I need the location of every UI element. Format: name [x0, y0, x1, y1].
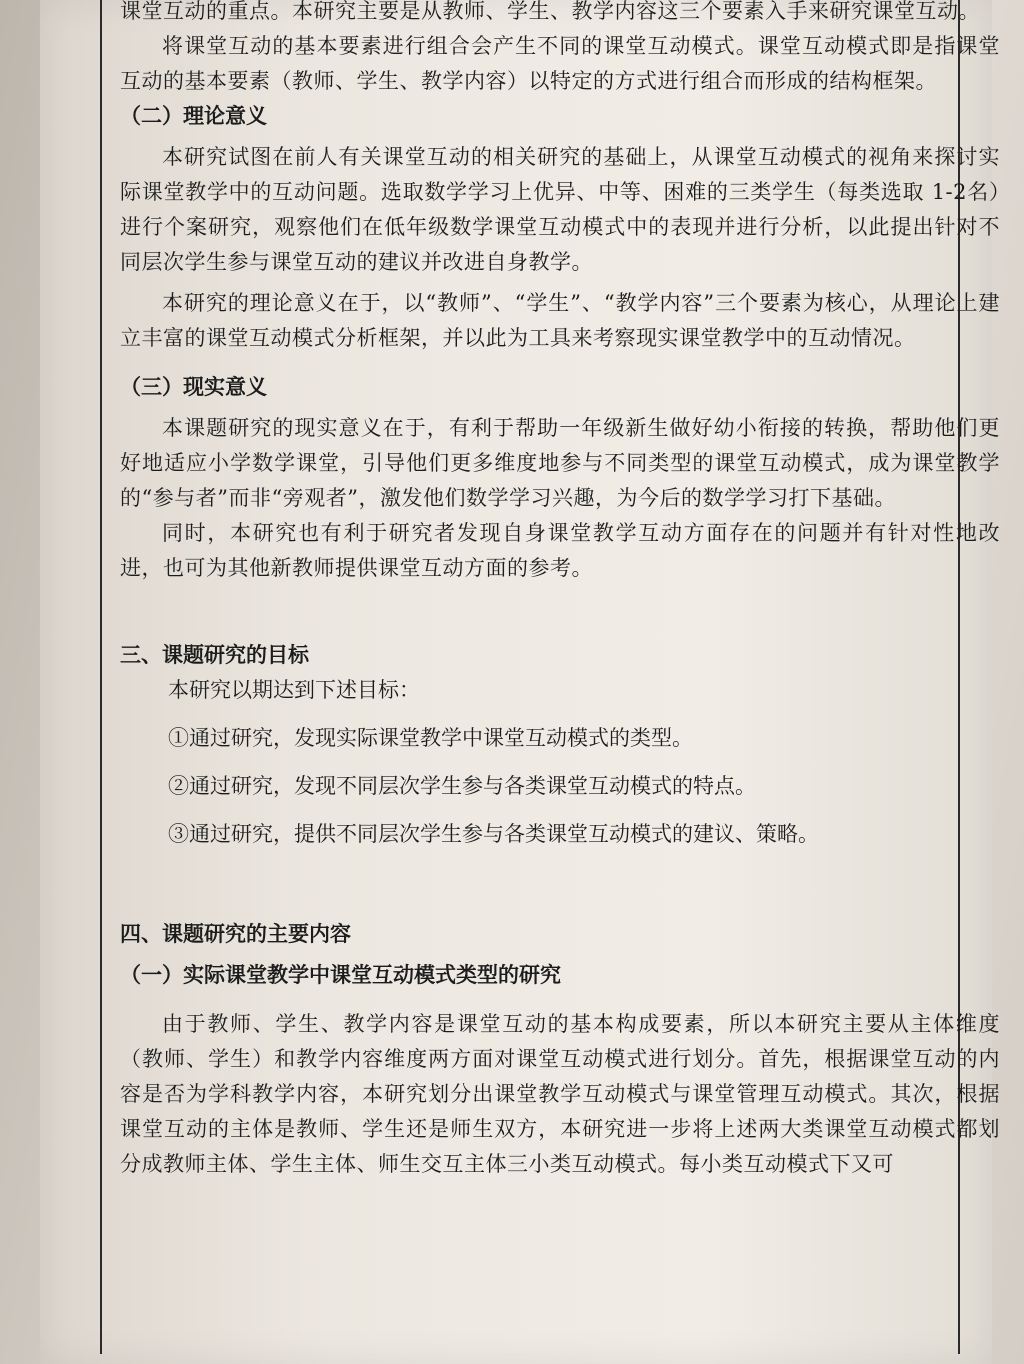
heading-theory-significance: （二）理论意义: [120, 104, 267, 128]
paragraph-research-aim: 本研究试图在前人有关课堂互动的相关研究的基础上，从课堂互动模式的视角来探讨实际课堂教学中的互动问题。选取数学学习上优异、中等、困难的三类学生（每类选取 1-2名）进行个案研究，观察他们在低年级数学课堂互动模式中的表现并进行分析，以此提出针对不同层次学生参与课堂互动的建议并改进自身教学。: [120, 145, 1000, 274]
goal-item-3: ③通过研究，提供不同层次学生参与各类课堂互动模式的建议、策略。: [168, 822, 819, 846]
goal-item-1: ①通过研究，发现实际课堂教学中课堂互动模式的类型。: [168, 726, 693, 750]
goals-intro: 本研究以期达到下述目标：: [168, 678, 420, 702]
paragraph-researcher-benefit: 同时，本研究也有利于研究者发现自身课堂教学互动方面存在的问题并有针对性地改进，也可为其他新教师提供课堂互动方面的参考。: [120, 521, 1000, 580]
paragraph-intro-end: 课堂互动的重点。本研究主要是从教师、学生、教学内容这三个要素入手来研究课堂互动。: [120, 0, 980, 23]
goal-item-2: ②通过研究，发现不同层次学生参与各类课堂互动模式的特点。: [168, 774, 756, 798]
paragraph-interaction-modes: 将课堂互动的基本要素进行组合会产生不同的课堂互动模式。课堂互动模式即是指课堂互动的基本要素（教师、学生、教学内容）以特定的方式进行组合而形成的结构框架。: [120, 34, 1000, 93]
document-page: [40, 0, 1000, 1364]
heading-research-goals: 三、课题研究的目标: [120, 643, 309, 667]
heading-practical-significance: （三）现实意义: [120, 375, 267, 399]
paragraph-practical-meaning: 本课题研究的现实意义在于，有利于帮助一年级新生做好幼小衔接的转换，帮助他们更好地适应小学数学课堂，引导他们更多维度地参与不同类型的课堂互动模式，成为课堂教学的“参与者”而非“旁观者”，激发他们数学学习兴趣，为今后的数学学习打下基础。: [120, 416, 1000, 510]
heading-main-content: 四、课题研究的主要内容: [120, 922, 351, 946]
document-body: [120, 0, 1000, 1182]
paragraph-theory-meaning: 本研究的理论意义在于，以“教师”、“学生”、“教学内容”三个要素为核心，从理论上建立丰富的课堂互动模式分析框架，并以此为工具来考察现实课堂教学中的互动情况。: [120, 291, 1000, 350]
heading-content-section-1: （一）实际课堂教学中课堂互动模式类型的研究: [120, 963, 561, 987]
paragraph-interaction-classification: 由于教师、学生、教学内容是课堂互动的基本构成要素，所以本研究主要从主体维度（教师、学生）和教学内容维度两方面对课堂互动模式进行划分。首先，根据课堂互动的内容是否为学科教学内容，本研究划分出课堂教学互动模式与课堂管理互动模式。其次，根据课堂互动的主体是教师、学生还是师生双方，本研究进一步将上述两大类课堂互动模式都划分成教师主体、学生主体、师生交互主体三小类互动模式。每小类互动模式下又可: [120, 1012, 1000, 1176]
